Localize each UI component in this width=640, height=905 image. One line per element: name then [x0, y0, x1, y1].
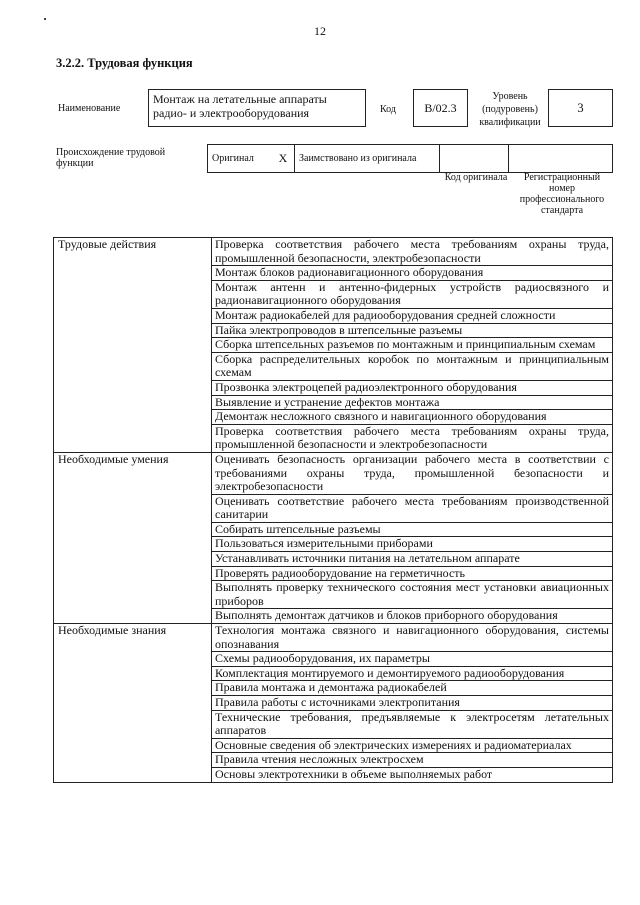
level-value: 3 [548, 89, 613, 127]
origin-borrowed: Заимствовано из оригинала [295, 145, 440, 173]
section-item: Демонтаж несложного связного и навигационного оборудования [212, 410, 613, 425]
section-item: Оценивать безопасность организации рабочего места в соответствии с требованиями охраны труда, промышленной безопасности и электробезопасности [212, 452, 613, 494]
origin-mark: X [272, 145, 295, 173]
section-item: Правила монтажа и демонтажа радиокабелей [212, 681, 613, 696]
section-item: Сборка распределительных коробок по монтажным и принципиальным схемам [212, 352, 613, 380]
level-label: Уровень (подуровень) квалификации [479, 91, 541, 128]
section-item: Проверка соответствия рабочего места требованиям охраны труда, промышленной безопасности, электробезопасности [212, 238, 613, 266]
name-value: Монтаж на летательные аппараты радио- и электрооборудования [148, 89, 366, 127]
section-category: Необходимые умения [54, 452, 212, 623]
code-value: В/02.3 [413, 89, 468, 127]
section-item: Собирать штепсельные разъемы [212, 522, 613, 537]
origin-table [207, 144, 613, 173]
table-row [54, 238, 613, 266]
section-item: Проверять радиооборудование на герметичность [212, 566, 613, 581]
section-item: Выполнять проверку технического состояния мест установки авиационных приборов [212, 581, 613, 609]
section-item: Технология монтажа связного и навигационного оборудования, системы опознавания [212, 624, 613, 652]
origin-label: Происхождение трудовой функции [56, 147, 166, 169]
origin-original: Оригинал [208, 145, 273, 173]
scan-dot [44, 18, 46, 20]
section-item: Прозвонка электроцепей радиоэлектронного оборудования [212, 380, 613, 395]
section-item: Пользоваться измерительными приборами [212, 537, 613, 552]
origin-reg-caption: Регистрационный номер профессионального стандарта [519, 172, 605, 216]
section-item: Монтаж блоков радионавигационного оборудования [212, 266, 613, 281]
origin-code-caption: Код оригинала [444, 172, 508, 183]
section-category: Трудовые действия [54, 238, 212, 453]
section-item: Сборка штепсельных разъемов по монтажным и принципиальным схемам [212, 338, 613, 353]
section-item: Комплектация монтируемого и демонтируемого радиооборудования [212, 666, 613, 681]
section-item: Выполнять демонтаж датчиков и блоков приборного оборудования [212, 609, 613, 624]
name-label: Наименование [58, 103, 121, 114]
section-item: Монтаж антенн и антенно-фидерных устройств радиосвязного и радионавигационного оборудования [212, 280, 613, 308]
page-number: 12 [314, 24, 326, 38]
origin-reg-cell [509, 145, 613, 173]
section-item: Правила работы с источниками электропитания [212, 696, 613, 711]
section-item: Схемы радиооборудования, их параметры [212, 652, 613, 667]
section-item: Правила чтения несложных электросхем [212, 753, 613, 768]
section-category: Необходимые знания [54, 624, 212, 783]
section-item: Оценивать соответствие рабочего места требованиям производственной санитарии [212, 494, 613, 522]
section-item: Технические требования, предъявляемые к электросетям летательных аппаратов [212, 710, 613, 738]
section-item: Монтаж радиокабелей для радиооборудования средней сложности [212, 308, 613, 323]
function-table [53, 237, 613, 783]
section-title: 3.2.2. Трудовая функция [56, 56, 193, 70]
table-row [54, 452, 613, 494]
section-item: Пайка электропроводов в штепсельные разъемы [212, 323, 613, 338]
section-item: Выявление и устранение дефектов монтажа [212, 395, 613, 410]
section-item: Основы электротехники в объеме выполняемых работ [212, 767, 613, 782]
section-item: Основные сведения об электрических измерениях и радиоматериалах [212, 738, 613, 753]
section-item: Проверка соответствия рабочего места требованиям охраны труда, промышленной безопасности и электробезопасности [212, 424, 613, 452]
table-row [54, 624, 613, 652]
section-item: Устанавливать источники питания на летательном аппарате [212, 552, 613, 567]
code-label: Код [380, 104, 396, 115]
origin-code-cell [440, 145, 509, 173]
